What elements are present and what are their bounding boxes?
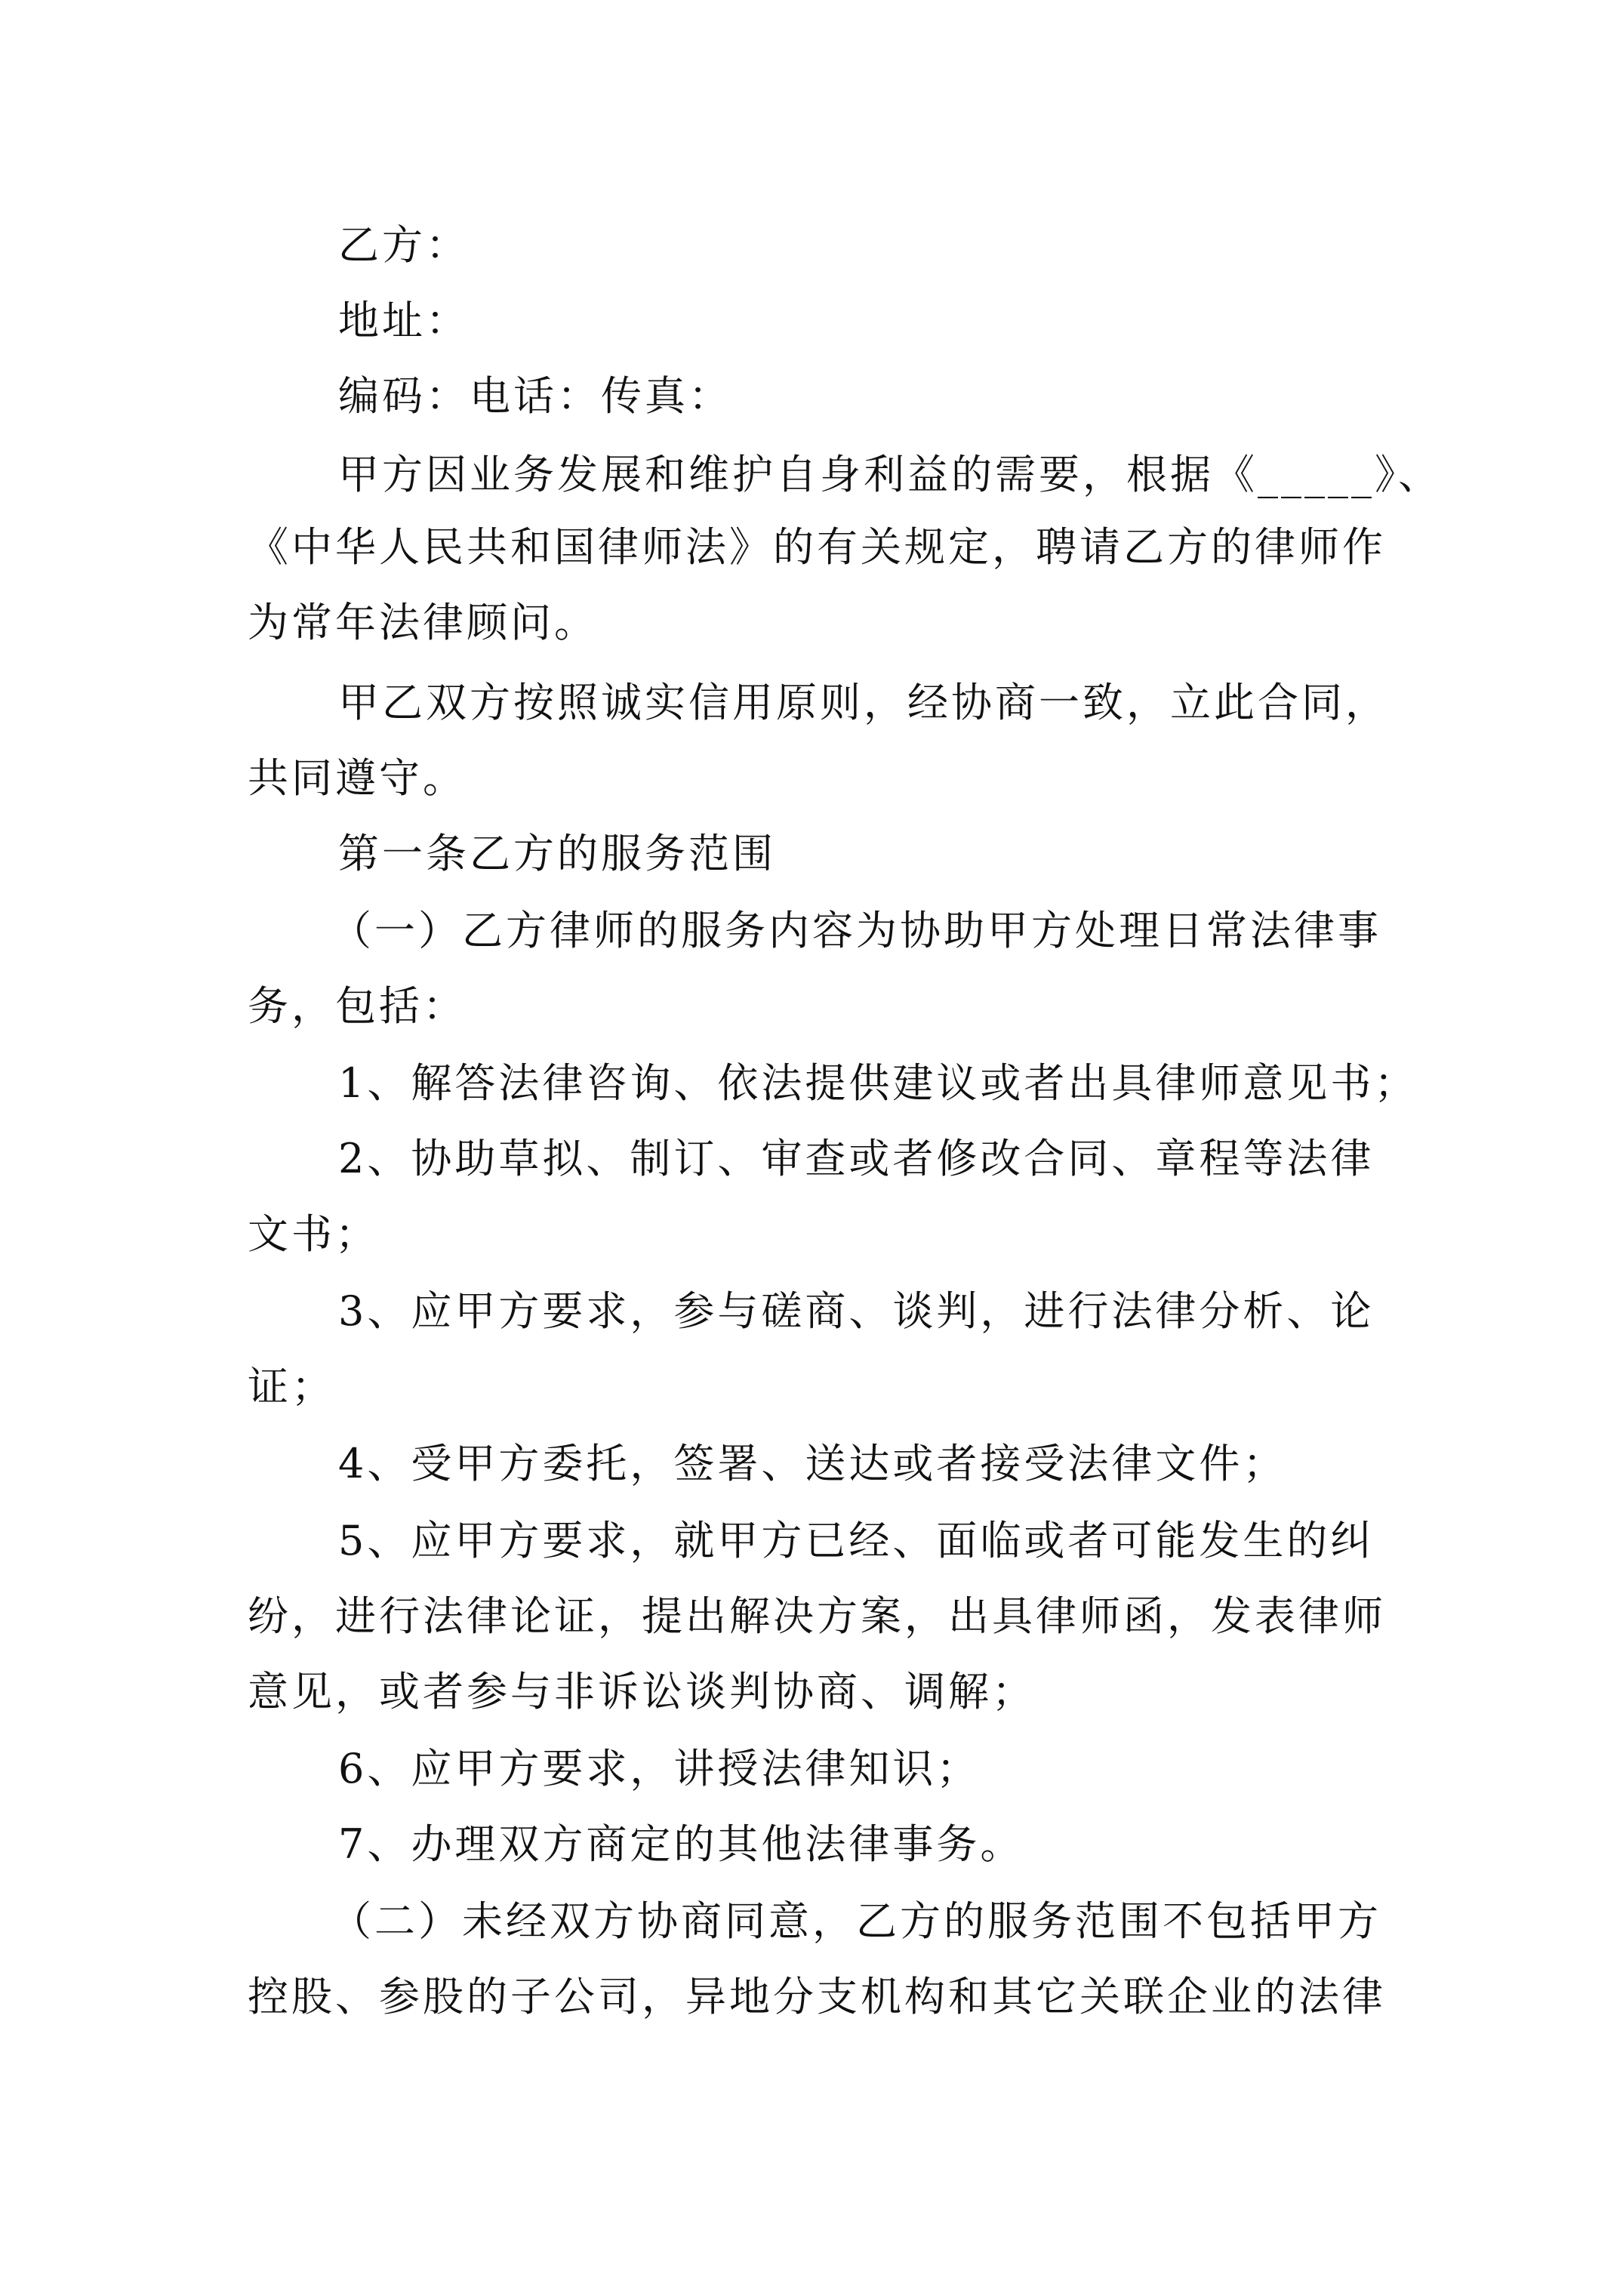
list-item: 意见，或者参与非诉讼谈判协商、调解； <box>248 1668 1036 1715</box>
list-item: 纷，进行法律论证，提出解决方案，出具律师函，发表律师 <box>248 1592 1386 1640</box>
list-item: 3、应甲方要求，参与磋商、谈判，进行法律分析、论 <box>338 1287 1375 1335</box>
paragraph-line: 为常年法律顾问。 <box>248 599 598 646</box>
party-b-line: 乙方： <box>338 221 470 269</box>
paragraph-line: 甲乙双方按照诚实信用原则，经协商一致，立此合同， <box>338 679 1389 726</box>
list-item: 5、应甲方要求，就甲方已经、面临或者可能发生的纠 <box>338 1517 1375 1564</box>
list-item: 文书； <box>248 1210 379 1258</box>
list-item: 证； <box>248 1363 335 1410</box>
section-heading: 第一条乙方的服务范围 <box>338 830 776 877</box>
list-item: 6、应甲方要求，讲授法律知识； <box>338 1745 981 1792</box>
list-item: 1、解答法律咨询、依法提供建议或者出具律师意见书； <box>338 1059 1418 1107</box>
paragraph-line: 务，包括： <box>248 982 467 1030</box>
contact-line: 编码：电话：传真： <box>338 372 732 420</box>
list-item: 7、办理双方商定的其他法律事务。 <box>338 1820 1024 1868</box>
address-line: 地址： <box>338 297 470 344</box>
paragraph-line: 《中华人民共和国律师法》的有关规定，聘请乙方的律师作 <box>248 523 1386 571</box>
paragraph-line: （一）乙方律师的服务内容为协助甲方处理日常法律事 <box>331 907 1381 954</box>
paragraph-line: 共同遵守。 <box>248 754 467 802</box>
paragraph-line: 甲方因业务发展和维护自身利益的需要，根据《_____》、 <box>338 451 1442 498</box>
paragraph-line: （二）未经双方协商同意，乙方的服务范围不包括甲方 <box>331 1897 1381 1945</box>
list-item: 4、受甲方委托，签署、送达或者接受法律文件； <box>338 1440 1287 1487</box>
list-item: 2、协助草拟、制订、审查或者修改合同、章程等法律 <box>338 1135 1375 1182</box>
paragraph-line: 控股、参股的子公司，异地分支机构和其它关联企业的法律 <box>248 1973 1386 2020</box>
